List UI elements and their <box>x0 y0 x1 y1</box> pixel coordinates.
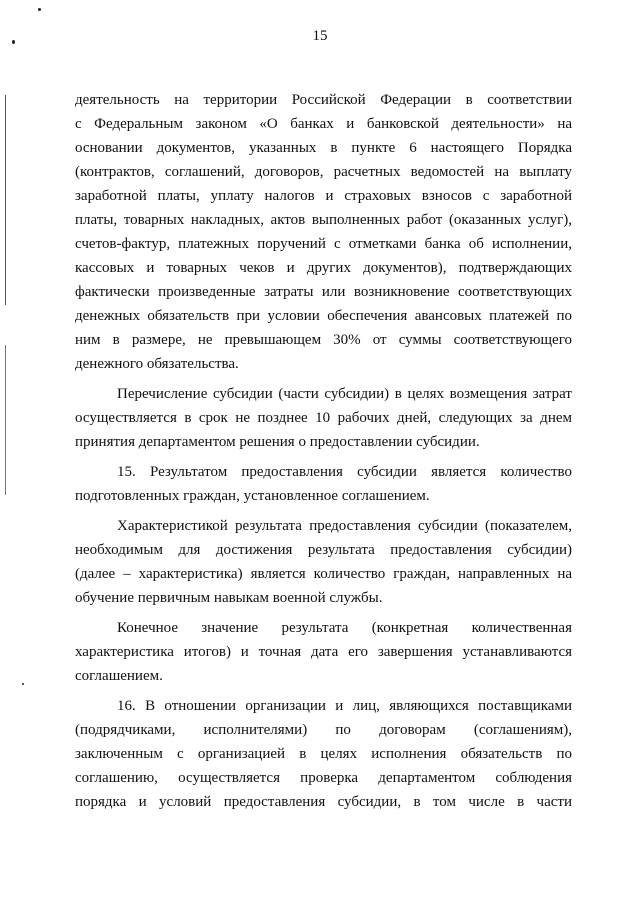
paragraph-line: счетов-фактур, платежных поручений с отметками банка об исполнении, <box>75 236 572 252</box>
paragraph-line: с Федеральным законом «О банках и банковской деятельности» на <box>75 116 572 132</box>
paragraph-line: осуществляется в срок не позднее 10 рабочих дней, следующих за днем <box>75 410 572 426</box>
paragraph <box>75 382 572 454</box>
paragraph-line: ним в размере, не превышающем 30% от суммы соответствующего <box>75 332 572 348</box>
scan-dot <box>38 8 41 11</box>
paragraph-line: денежных обязательств при условии обеспечения авансовых платежей по <box>75 308 572 324</box>
paragraph-line: заключенным с организацией в целях исполнения обязательств по <box>75 746 572 762</box>
paragraph-line: фактически произведенные затраты или возникновение соответствующих <box>75 284 572 300</box>
paragraph-line: необходимым для достижения результата предоставления субсидии) <box>75 542 572 558</box>
paragraph-line: (далее – характеристика) является количество граждан, направленных на <box>75 566 572 582</box>
document-body <box>75 88 572 814</box>
paragraph-line: соглашением. <box>75 668 163 684</box>
paragraph-line: заработной платы, уплату налогов и страховых взносов с заработной <box>75 188 572 204</box>
scan-edge-line <box>5 345 6 495</box>
paragraph-line: Характеристикой результата предоставления субсидии (показателем, <box>117 518 572 534</box>
paragraph-line: принятия департаментом решения о предоставлении субсидии. <box>75 434 480 450</box>
paragraph <box>75 514 572 610</box>
paragraph <box>75 694 572 814</box>
paragraph <box>75 460 572 508</box>
paragraph-line: денежного обязательства. <box>75 356 239 372</box>
paragraph-line: (контрактов, соглашений, договоров, расчетных ведомостей на выплату <box>75 164 572 180</box>
page-number: 15 <box>312 28 328 44</box>
paragraph-line: платы, товарных накладных, актов выполненных работ (оказанных услуг), <box>75 212 572 228</box>
paragraph-line: подготовленных граждан, установленное соглашением. <box>75 488 430 504</box>
paragraph-line: обучение первичным навыкам военной службы. <box>75 590 383 606</box>
paragraph-line: характеристика итогов) и точная дата его завершения устанавливаются <box>75 644 572 660</box>
paragraph <box>75 616 572 688</box>
paragraph-line: порядка и условий предоставления субсидии, в том числе в части <box>75 794 572 810</box>
paragraph <box>75 88 572 376</box>
paragraph-line: кассовых и товарных чеков и других документов), подтверждающих <box>75 260 572 276</box>
paragraph-line: 16. В отношении организации и лиц, являющихся поставщиками <box>117 698 572 714</box>
paragraph-line: основании документов, указанных в пункте 6 настоящего Порядка <box>75 140 572 156</box>
paragraph-line: 15. Результатом предоставления субсидии является количество <box>117 464 572 480</box>
paragraph-line: (подрядчиками, исполнителями) по договорам (соглашениям), <box>75 722 572 738</box>
paragraph-line: Конечное значение результата (конкретная количественная <box>117 620 572 636</box>
scan-dot <box>22 683 24 685</box>
paragraph-line: деятельность на территории Российской Федерации в соответствии <box>75 92 572 108</box>
paragraph-line: Перечисление субсидии (части субсидии) в целях возмещения затрат <box>117 386 572 402</box>
scan-edge-line <box>5 95 6 305</box>
paragraph-line: соглашению, осуществляется проверка департаментом соблюдения <box>75 770 572 786</box>
